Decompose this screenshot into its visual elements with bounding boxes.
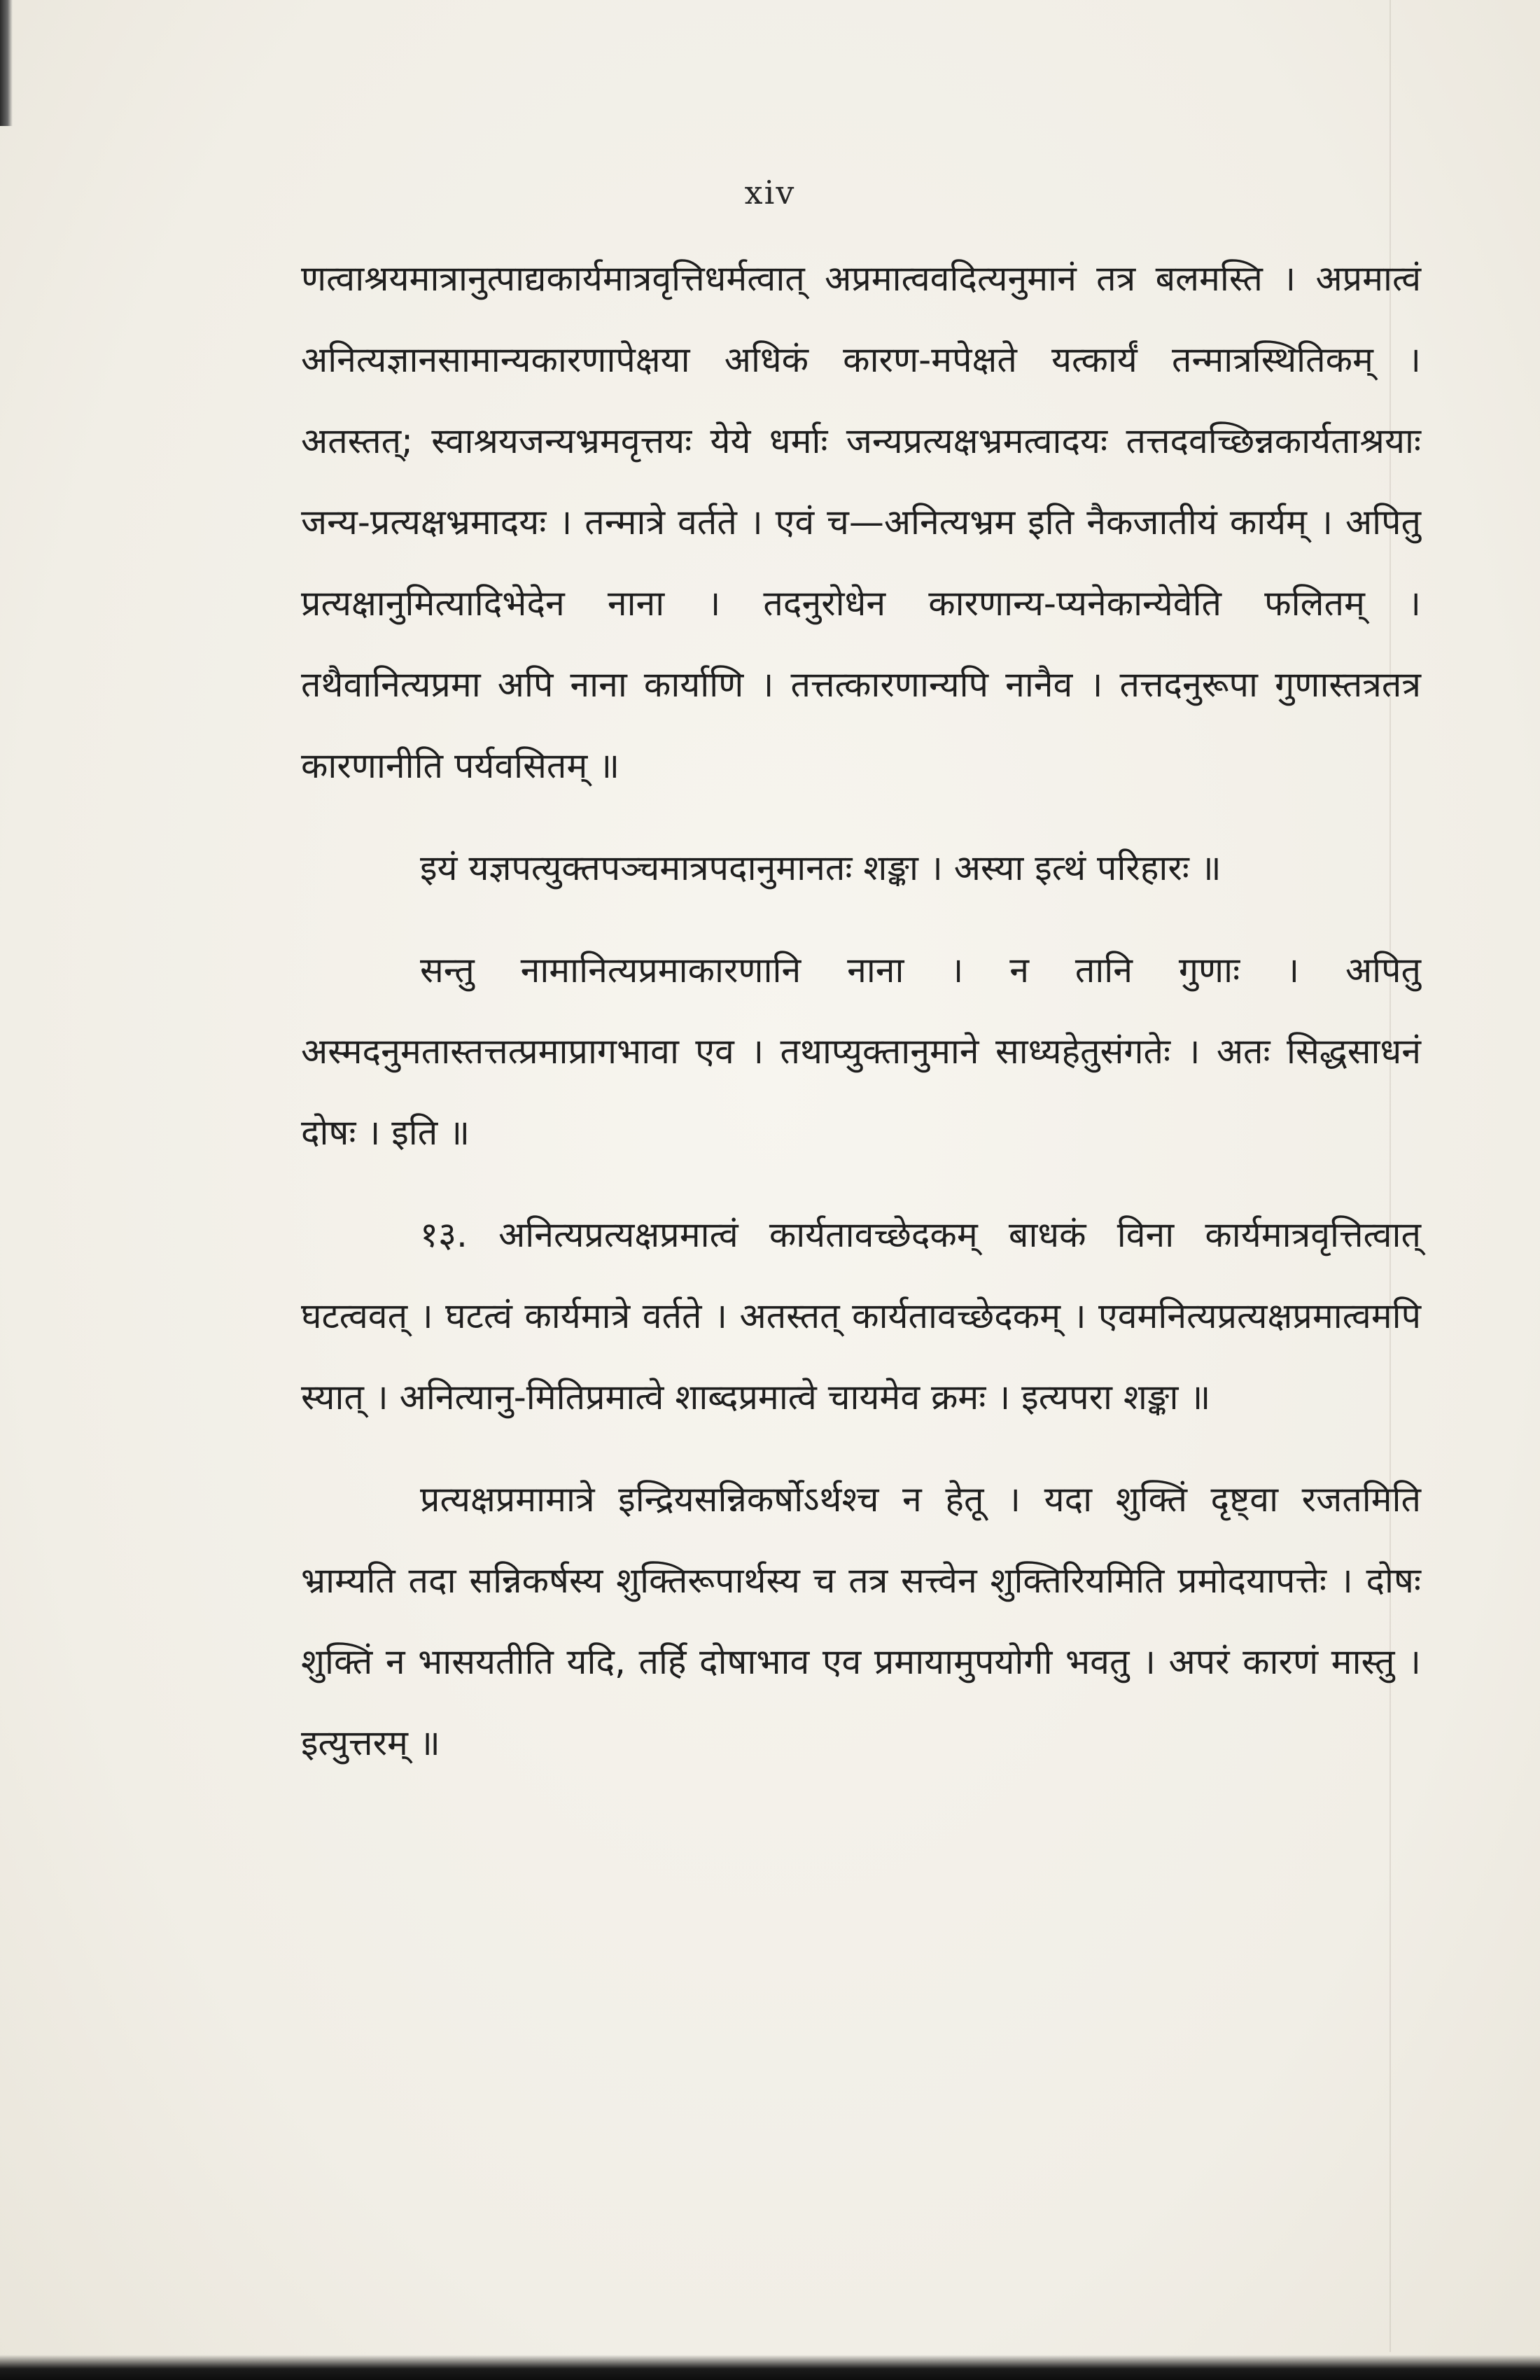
paragraph-answer: प्रत्यक्षप्रमामात्रे इन्द्रियसन्निकर्षोऽर्थश्च न हेतू । यदा शुक्तिं दृष्ट्वा रजतमिति भ्राम्यति तदा सन्निकर्षस्य शुक्तिरूपार्थस्य च तत्र सत्त्वेन शुक्तिरियमिति प्रमोदयापत्तेः । दोषः शुक्तिं न भासयतीति यदि, तर्हि दोषाभाव एव प्रमायामुपयोगी भवतु । अपरं कारणं मास्तु । इत्युत्तरम् ॥ [301,1479,1421,1763]
page-number: xiv [744,174,796,211]
paragraph-reply: सन्तु नामानित्यप्रमाकारणानि नाना । न तानि गुणाः । अपितु अस्मदनुमतास्तत्तत्प्रमाप्रागभावा एव । तथाप्युक्तानुमाने साध्यहेतुसंगतेः । अतः सिद्धसाधनं दोषः । इति ॥ [301,950,1421,1153]
scan-bottom-edge [0,2355,1540,2380]
body-text [301,238,1421,1784]
paragraph-continuation: णत्वाश्रयमात्रानुत्पाद्यकार्यमात्रवृत्तिधर्मत्वात् अप्रमात्ववदित्यनुमानं तत्र बलमस्ति । अप्रमात्वं अनित्यज्ञानसामान्यकारणापेक्षया अधिकं कारण-मपेक्षते यत्कार्यं तन्मात्रस्थितिकम् । अतस्तत्; स्वाश्रयजन्यभ्रमवृत्तयः येये धर्माः जन्यप्रत्यक्षभ्रमत्वादयः तत्तदवच्छिन्नकार्यताश्रयाः जन्य-प्रत्यक्षभ्रमादयः । तन्मात्रे वर्तते । एवं च—अनित्यभ्रम इति नैकजातीयं कार्यम् । अपितु प्रत्यक्षानुमित्यादिभेदेन नाना । तदनुरोधेन कारणान्य-प्यनेकान्येवेति फलितम् । तथैवानित्यप्रमा अपि नाना कार्याणि । तत्तत्कारणान्यपि नानैव । तत्तदनुरूपा गुणास्तत्रतत्र कारणानीति पर्यवसितम् ॥ [301,258,1421,786]
paragraph-section-13: १३. अनित्यप्रत्यक्षप्रमात्वं कार्यतावच्छेदकम् बाधकं विना कार्यमात्रवृत्तित्वात् घटत्ववत् । घटत्वं कार्यमात्रे वर्तते । अतस्तत् कार्यतावच्छेदकम् । एवमनित्यप्रत्यक्षप्रमात्वमपि स्यात् । अनित्यानु-मितिप्रमात्वे शाब्दप्रमात्वे चायमेव क्रमः । इत्यपरा शङ्का ॥ [301,1214,1421,1418]
paragraph-objection-intro: इयं यज्ञपत्युक्तपञ्चमात्रपदानुमानतः शङ्का । अस्या इत्थं परिहारः ॥ [420,848,1222,888]
scan-binding-shadow [0,0,13,126]
